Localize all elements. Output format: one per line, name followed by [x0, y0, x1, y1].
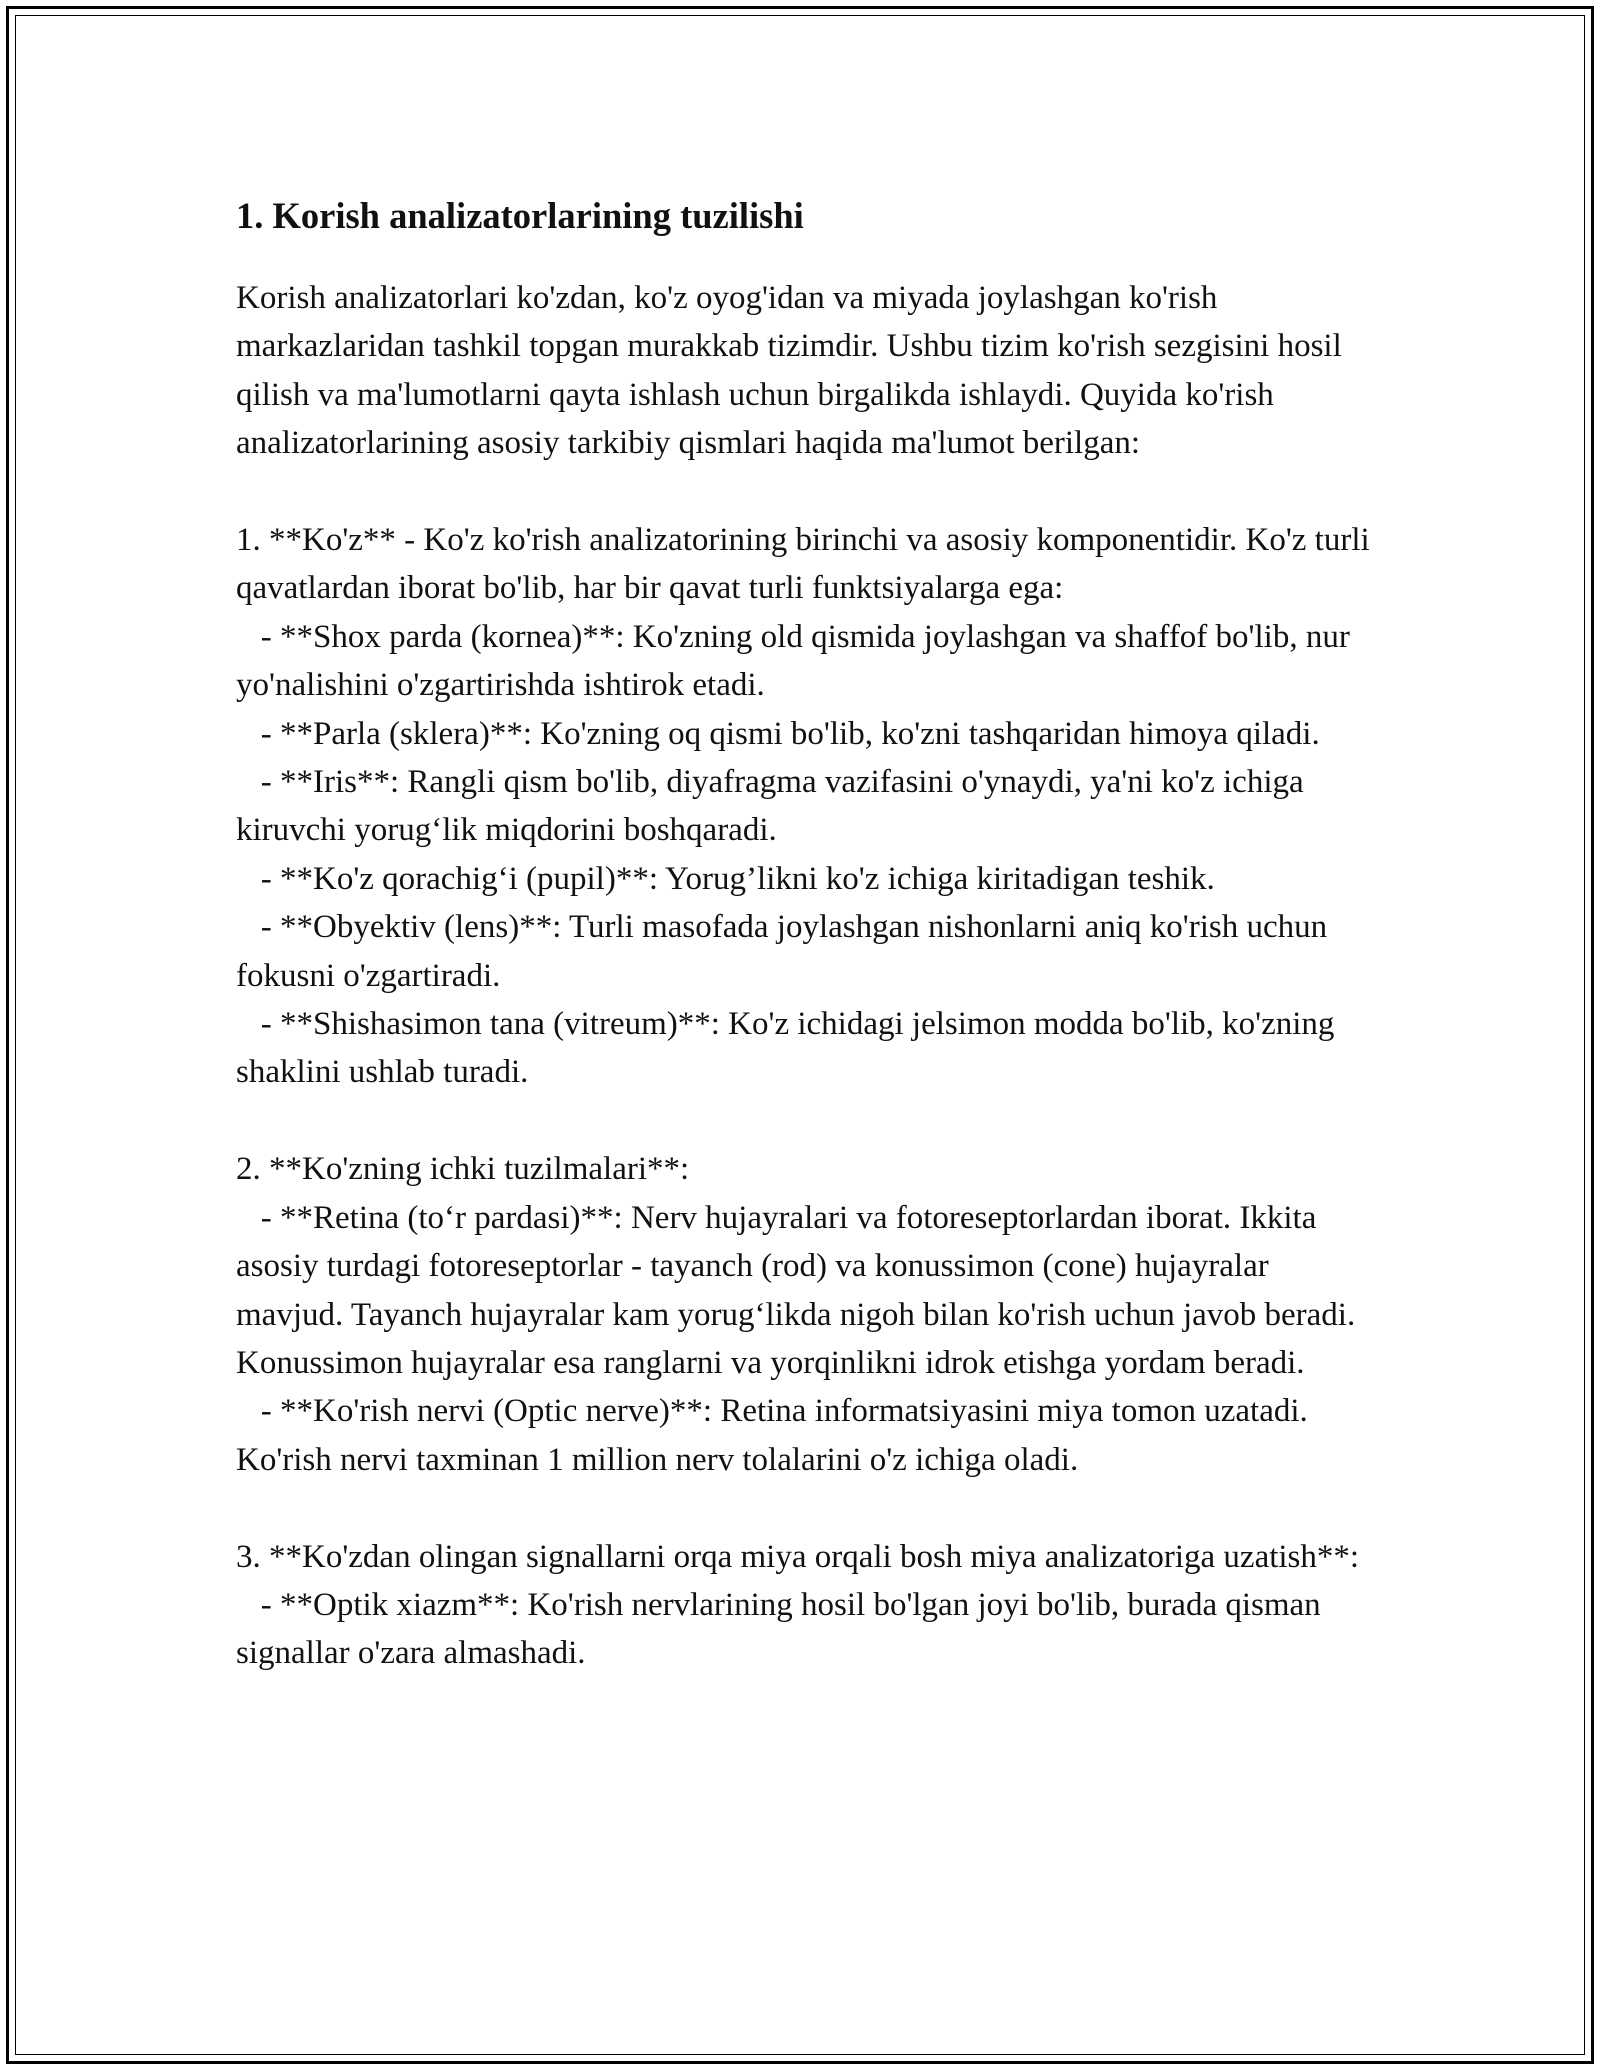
list-item-text: - **Ko'rish nervi (Optic nerve)**: Retina informatsiyasini miya tomon uzatadi. Ko'rish nervi taxminan 1 million nerv tolalarini o'z ichiga oladi.	[236, 1393, 1308, 1478]
list-item-text: - **Ko'z qorachig‘i (pupil)**: Yorug’likni ko'z ichiga kiritadigan teshik.	[260, 860, 1215, 897]
section-1-heading: 1. **Ko'z** - Ko'z ko'rish analizatorining birinchi va asosiy komponentidir. Ko'z turli qavatlardan iborat bo'lib, har bir qavat turli funktsiyalarga ega:	[236, 522, 1370, 607]
list-item	[236, 758, 1376, 855]
list-item	[236, 1000, 1376, 1097]
list-item-text: - **Retina (to‘r pardasi)**: Nerv hujayralari va fotoreseptorlardan iborat. Ikkita asosiy turdagi fotoreseptorlar - tayanch (rod) va konussimon (cone) hujayralar mavjud. Tayanch hujayralar kam yorug‘likda nigoh bilan ko'rish uchun javob beradi. Konussimon hujayralar esa ranglarni va yorqinlikni idrok etishga yordam beradi.	[236, 1199, 1356, 1381]
list-item	[236, 1581, 1376, 1678]
list-item-text: - **Obyektiv (lens)**: Turli masofada joylashgan nishonlarni aniq ko'rish uchun fokusni o'zgartiradi.	[236, 909, 1328, 994]
list-item	[236, 1387, 1376, 1484]
paragraph-gap	[236, 1097, 1376, 1145]
paragraph-gap	[236, 468, 1376, 516]
list-item-text: - **Optik xiazm**: Ko'rish nervlarining hosil bo'lgan joyi bo'lib, burada qisman signallar o'zara almashadi.	[236, 1586, 1321, 1672]
list-item	[236, 903, 1376, 1000]
paragraph-gap	[236, 1484, 1376, 1532]
list-item-text: - **Shishasimon tana (vitreum)**: Ko'z ichidagi jelsimon modda bo'lib, ko'zning shaklini ushlab turadi.	[236, 1006, 1335, 1091]
list-item	[236, 710, 1376, 758]
document-body	[236, 188, 1376, 1678]
section-2-heading: 2. **Ko'zning ichki tuzilmalari**:	[236, 1151, 690, 1188]
section-3-heading: 3. **Ko'zdan olingan signallarni orqa miya orqali bosh miya analizatoriga uzatish**:	[236, 1538, 1360, 1575]
document-title: 1. Korish analizatorlarining tuzilishi	[236, 195, 804, 236]
list-item-text: - **Shox parda (kornea)**: Ko'zning old qismida joylashgan va shaffof bo'lib, nur yo'nalishini o'zgartirishda ishtirok etadi.	[236, 618, 1350, 704]
intro-paragraph: Korish analizatorlari ko'zdan, ko'z oyog'idan va miyada joylashgan ko'rish markazlaridan tashkil topgan murakkab tizimdir. Ushbu tizim ko'rish sezgisini hosil qilish va ma'lumotlarni qayta ishlash uchun birgalikda ishlaydi. Quyida ko'rish analizatorlarining asosiy tarkibiy qismlari haqida ma'lumot berilgan:	[236, 280, 1342, 462]
list-item-text: - **Parla (sklera)**: Ko'zning oq qismi bo'lib, ko'zni tashqaridan himoya qiladi.	[260, 715, 1320, 752]
list-item	[236, 855, 1376, 903]
list-item	[236, 1194, 1376, 1388]
list-item-text: - **Iris**: Rangli qism bo'lib, diyafragma vazifasini o'ynaydi, ya'ni ko'z ichiga kiruvchi yorug‘lik miqdorini boshqaradi.	[236, 764, 1304, 849]
list-item	[236, 613, 1376, 710]
